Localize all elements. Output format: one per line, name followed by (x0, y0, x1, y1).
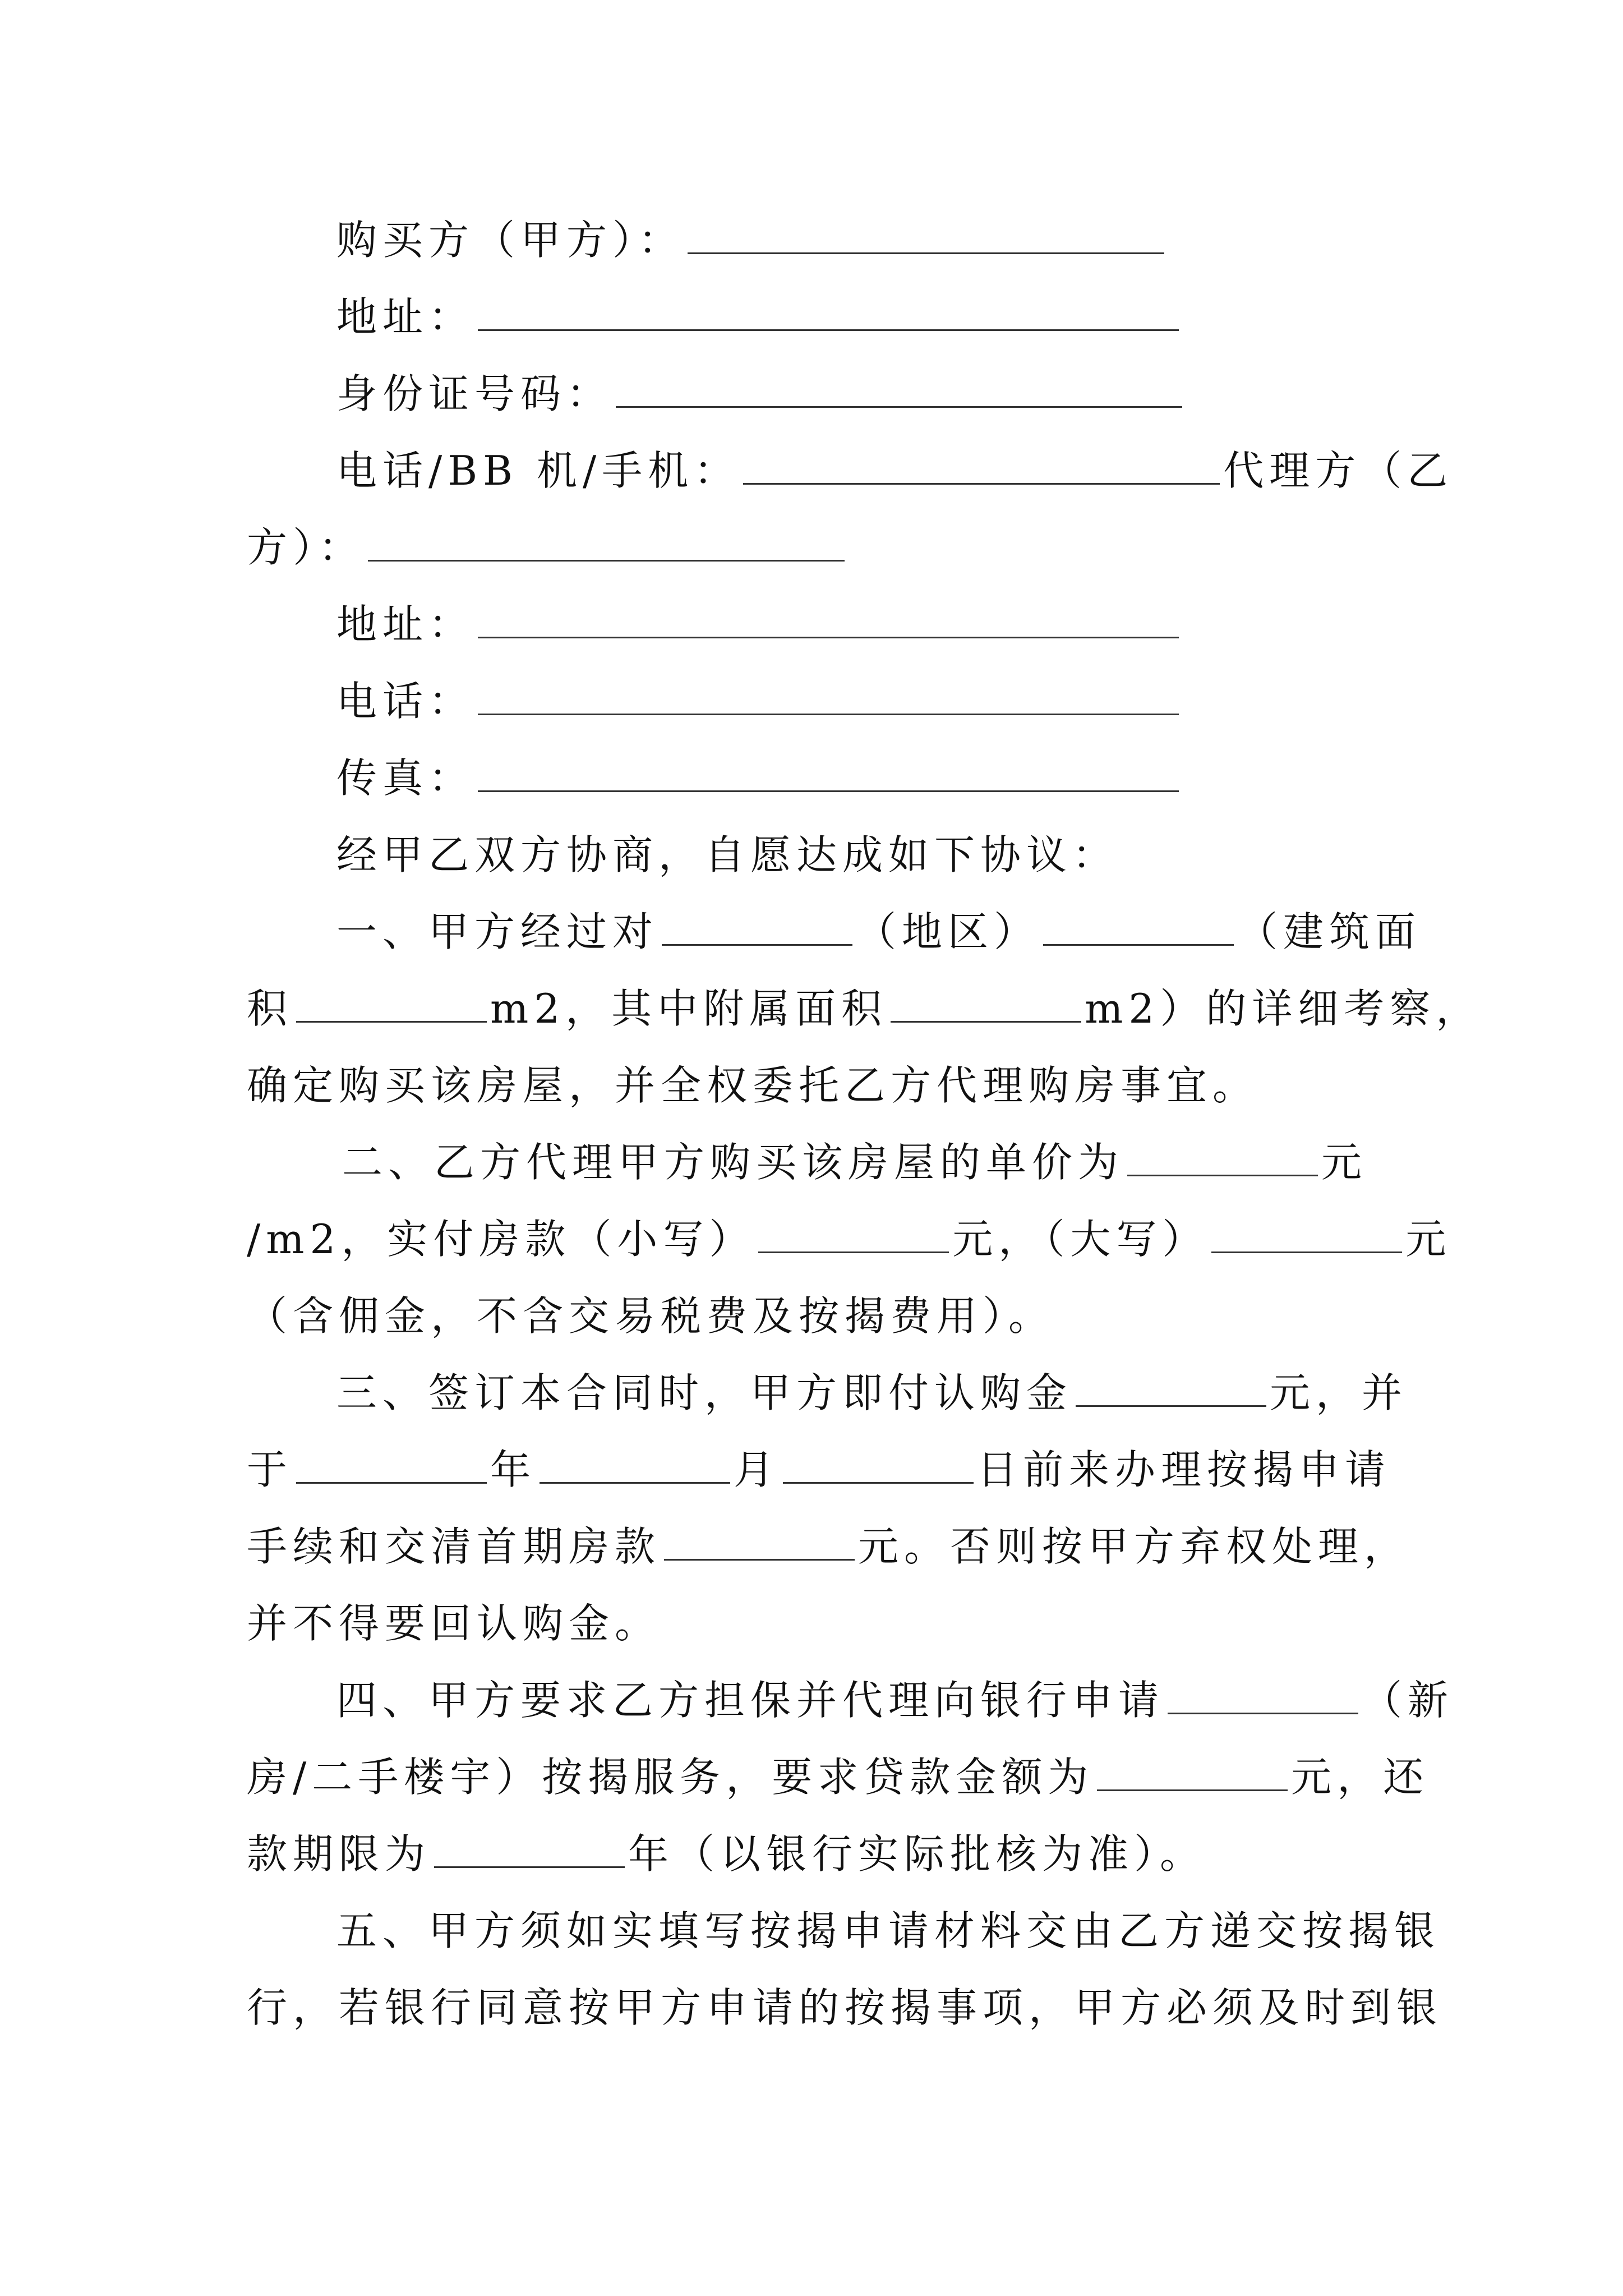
clause4-line1 (336, 1672, 1454, 1728)
clause1-text-f: m2）的详细考察， (1085, 985, 1482, 1032)
agent-fax-label: 传真： (336, 754, 475, 802)
agent-phone-row (336, 673, 1182, 729)
clause2-text-a: 二、乙方代理甲方购买该房屋的单价为 (342, 1139, 1124, 1186)
clause3-line4: 并不得要回认购金。 (247, 1600, 661, 1647)
clause3-line3 (247, 1519, 1410, 1575)
clause3-text-f: 日前来办理按揭申请 (977, 1446, 1391, 1493)
agent-address-row (336, 596, 1182, 652)
phone-row (336, 443, 1453, 499)
id-number-label: 身份证号码： (336, 370, 613, 417)
intro-line: 经甲乙双方协商，自愿达成如下协议： (336, 831, 1119, 878)
clause3-blank-month[interactable] (540, 1447, 730, 1484)
clause4-text-b: （新 (1362, 1677, 1454, 1724)
buyer-blank[interactable] (688, 218, 1164, 254)
clause4-text-c: 房/二手楼宇）按揭服务，要求贷款金额为 (247, 1754, 1094, 1801)
buyer-address-row (336, 289, 1182, 345)
clause2-text-e: 元 (1405, 1216, 1452, 1263)
clause1-line2 (247, 981, 1482, 1037)
clause4-text-f: 年（以银行实际批核为准）。 (628, 1830, 1206, 1878)
clause2-blank-amount-small[interactable] (758, 1217, 949, 1253)
clause3-text-h: 元。否则按甲方弃权处理， (858, 1523, 1410, 1570)
clause3-text-e: 月 (734, 1446, 780, 1493)
clause3-line2 (247, 1442, 1391, 1498)
clause3-text-c: 于 (247, 1446, 293, 1493)
clause1-blank-project[interactable] (1043, 909, 1234, 946)
agent-fax-blank[interactable] (478, 756, 1179, 792)
clause2-text-c: /m2，实付房款（小写） (247, 1216, 755, 1263)
id-number-row (336, 366, 1186, 422)
agent-fax-row (336, 750, 1182, 806)
clause1-blank-area[interactable] (296, 986, 487, 1023)
agent-label-cont: 方）： (247, 524, 365, 571)
clause1-text-e: m2，其中附属面积 (490, 985, 888, 1032)
clause1-text-b: （地区） (856, 908, 1040, 955)
clause4-blank-bank[interactable] (1168, 1678, 1358, 1714)
agent-address-label: 地址： (336, 601, 475, 648)
clause4-blank-term[interactable] (434, 1832, 625, 1868)
clause3-blank-deposit[interactable] (1076, 1370, 1266, 1407)
phone-label: 电话/BB 机/手机： (336, 447, 740, 494)
agent-phone-blank[interactable] (478, 679, 1179, 715)
clause5-line1: 五、甲方须如实填写按揭申请材料交由乙方递交按揭银 (336, 1907, 1441, 1954)
clause3-text-a: 三、签订本合同时，甲方即付认购金 (336, 1369, 1073, 1416)
clause4-line3 (247, 1826, 1206, 1882)
clause3-blank-down-payment[interactable] (664, 1524, 855, 1561)
clause2-text-d: 元，（大写） (952, 1216, 1209, 1263)
phone-blank[interactable] (743, 448, 1220, 485)
clause1-text-d: 积 (247, 985, 293, 1032)
clause5-line2: 行，若银行同意按甲方申请的按揭事项，甲方必须及时到银 (247, 1984, 1443, 2031)
clause2-blank-unit-price[interactable] (1127, 1140, 1318, 1176)
clause1-line1 (336, 904, 1421, 960)
clause2-line3: （含佣金，不含交易税费及按揭费用）。 (247, 1292, 1055, 1340)
clause4-line2 (247, 1749, 1429, 1805)
buyer-label: 购买方（甲方）： (336, 217, 685, 264)
buyer-address-label: 地址： (336, 293, 475, 341)
agent-phone-label: 电话： (336, 678, 475, 725)
clause3-blank-day[interactable] (783, 1447, 974, 1484)
clause1-blank-annex-area[interactable] (891, 986, 1081, 1023)
clause1-text-c: （建筑面 (1237, 908, 1422, 955)
id-number-blank[interactable] (616, 371, 1182, 408)
agent-row (247, 519, 848, 576)
agent-address-blank[interactable] (478, 602, 1179, 638)
clause4-blank-loan-amount[interactable] (1097, 1755, 1288, 1791)
clause4-text-d: 元，还 (1291, 1754, 1430, 1801)
buyer-row (336, 212, 1168, 268)
clause3-text-b: 元，并 (1270, 1369, 1408, 1416)
agent-label: 代理方（乙 (1223, 447, 1454, 494)
clause3-blank-year[interactable] (296, 1447, 487, 1484)
clause2-blank-amount-large[interactable] (1211, 1217, 1402, 1253)
clause4-text-a: 四、甲方要求乙方担保并代理向银行申请 (336, 1677, 1165, 1724)
clause3-line1 (336, 1365, 1408, 1421)
clause2-line2 (247, 1211, 1451, 1267)
agent-blank[interactable] (368, 525, 845, 562)
clause2-line1 (342, 1134, 1367, 1190)
clause1-text-a: 一、甲方经过对 (336, 908, 659, 955)
clause3-text-g: 手续和交清首期房款 (247, 1523, 661, 1570)
clause2-text-b: 元 (1321, 1139, 1368, 1186)
buyer-address-blank[interactable] (478, 295, 1179, 331)
clause4-text-e: 款期限为 (247, 1830, 431, 1878)
clause1-blank-region[interactable] (662, 909, 852, 946)
clause3-text-d: 年 (490, 1446, 537, 1493)
clause1-line3: 确定购买该房屋，并全权委托乙方代理购房事宜。 (247, 1062, 1259, 1109)
